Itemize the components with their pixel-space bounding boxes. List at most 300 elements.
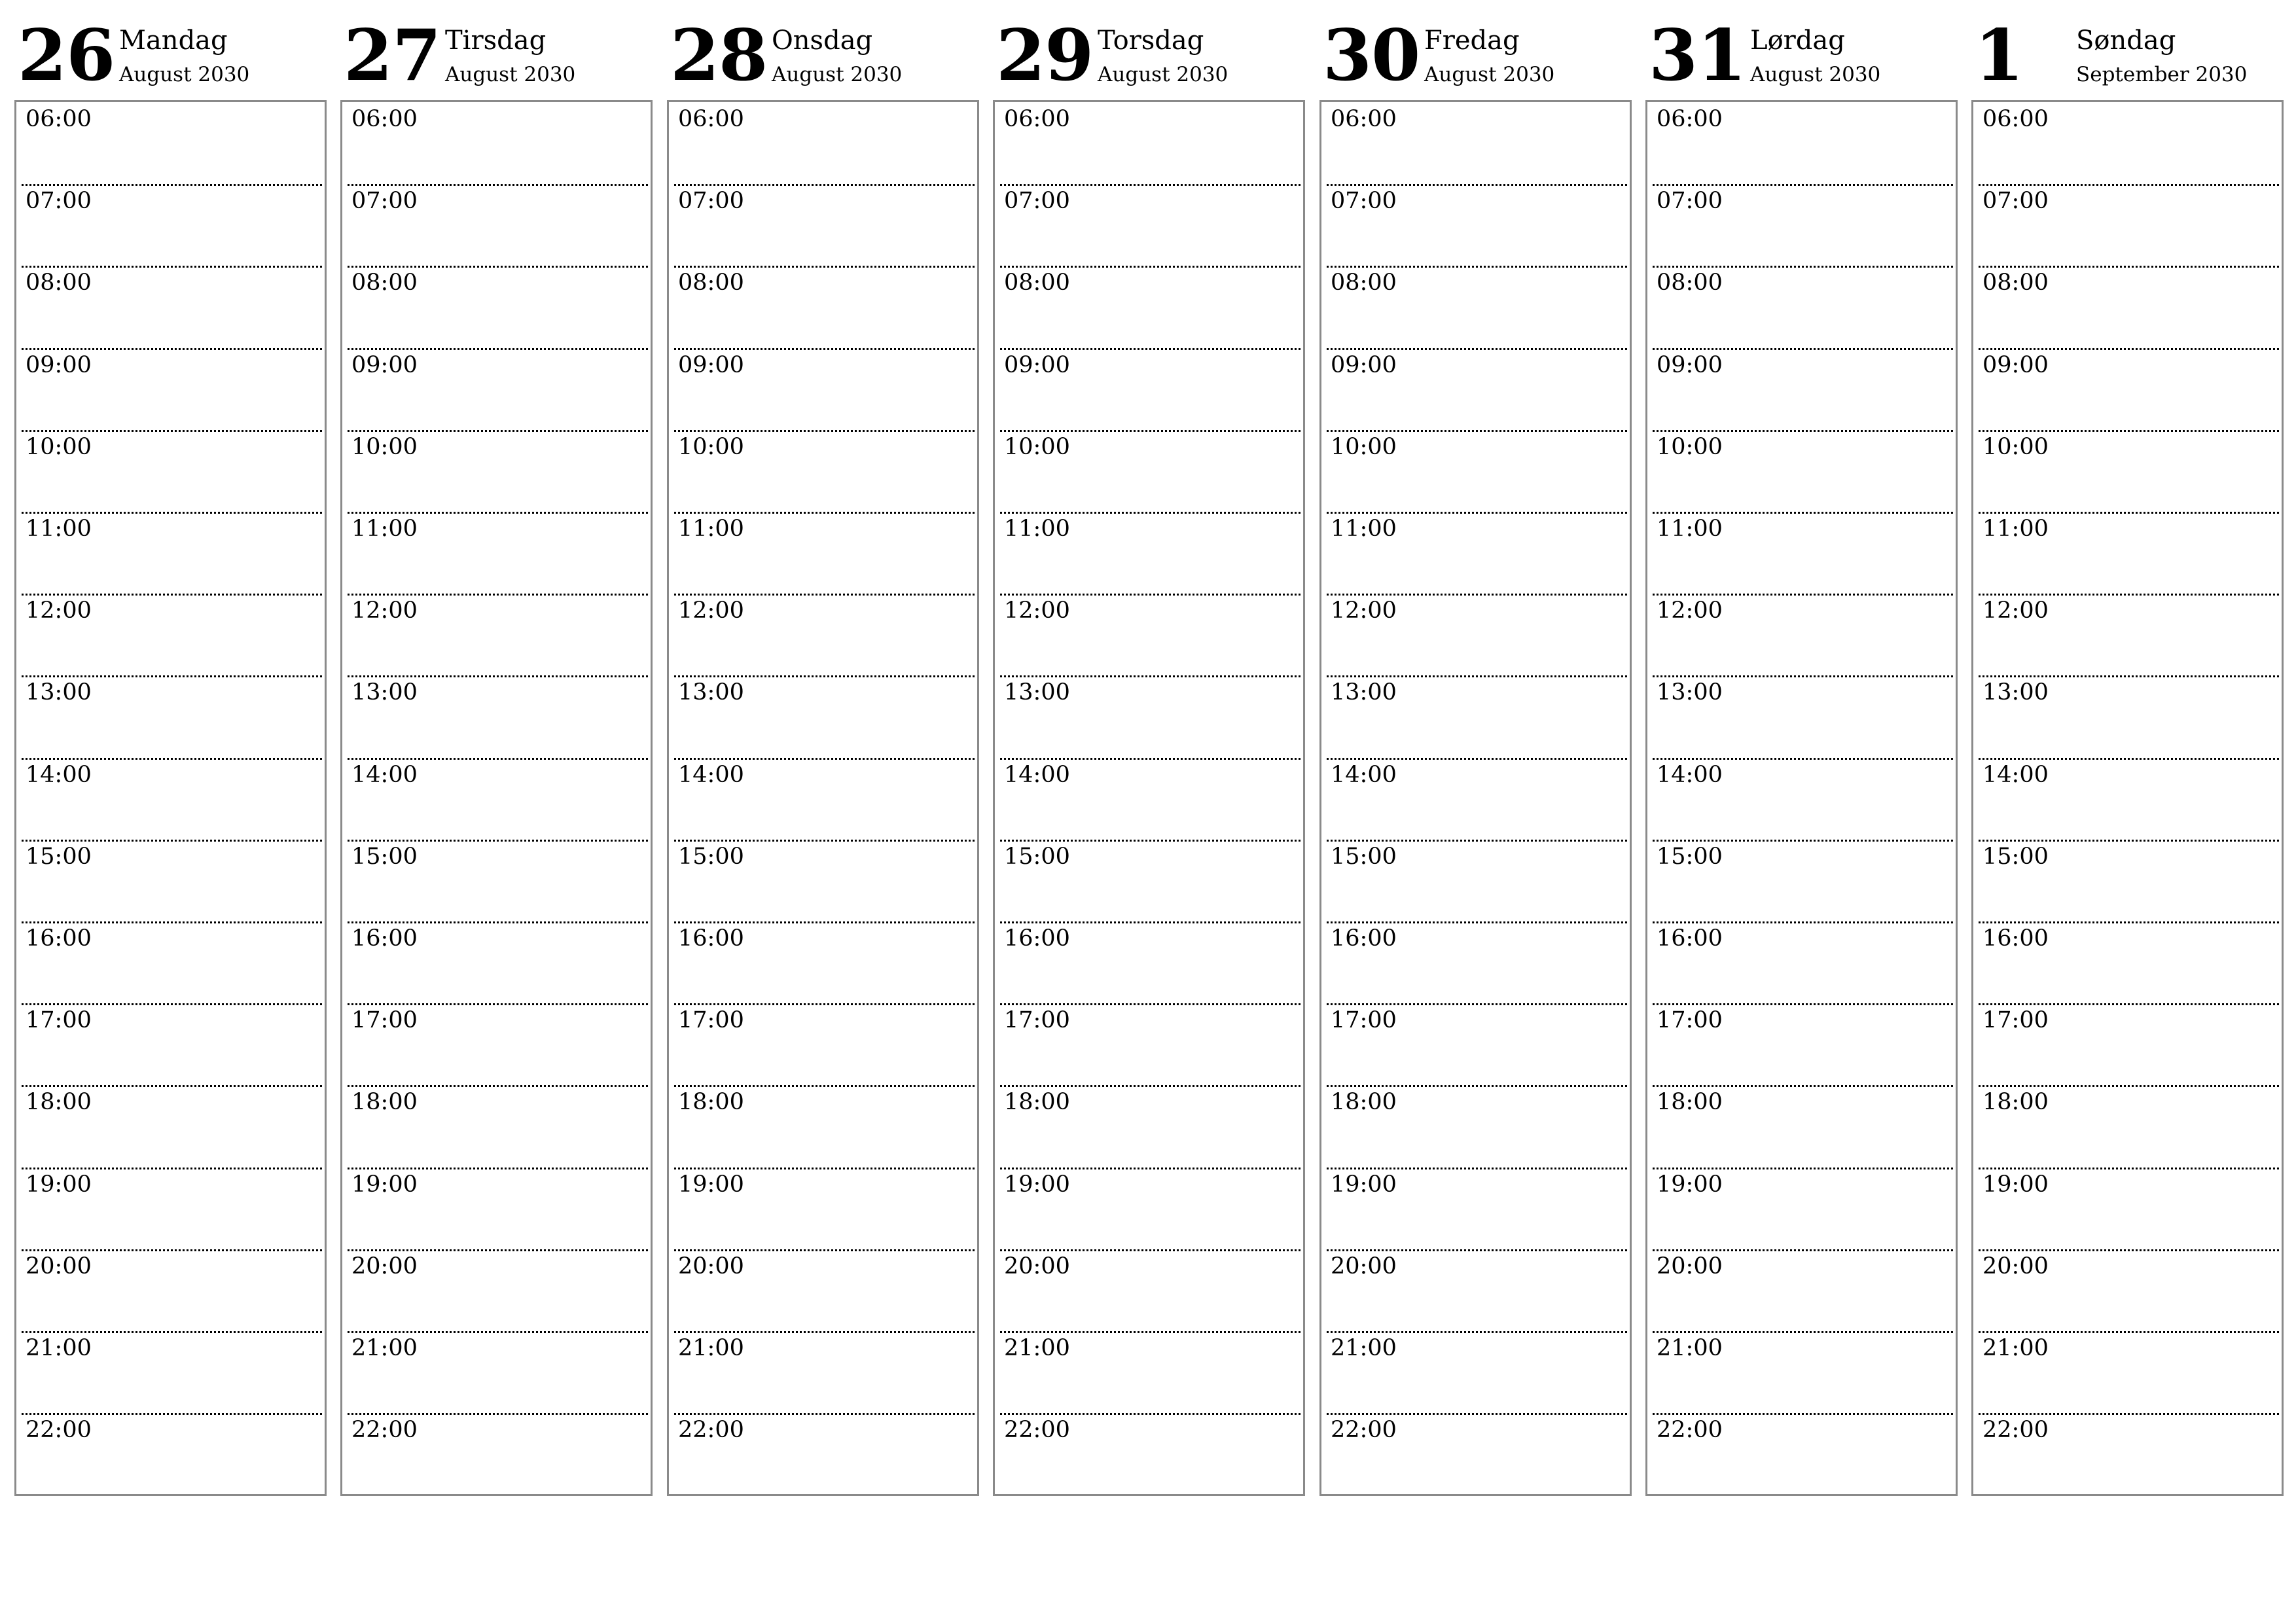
- time-label: 17:00: [1004, 1007, 1070, 1034]
- time-slot[interactable]: [997, 594, 1300, 675]
- time-slot[interactable]: [1324, 1003, 1627, 1085]
- time-slot[interactable]: [672, 184, 975, 266]
- hour-divider: [1000, 758, 1300, 760]
- time-label: 09:00: [1331, 351, 1397, 378]
- time-label: 20:00: [1982, 1253, 2049, 1279]
- hour-divider: [348, 1168, 648, 1169]
- time-label: 17:00: [1331, 1007, 1397, 1034]
- time-label: 19:00: [678, 1171, 744, 1198]
- time-label: 13:00: [26, 679, 92, 706]
- day-header: [14, 0, 327, 98]
- time-label: 08:00: [1331, 270, 1397, 296]
- hour-divider: [22, 348, 322, 350]
- day-name: Søndag: [2076, 26, 2176, 56]
- day-number: 29: [996, 14, 1094, 97]
- time-slot[interactable]: [1976, 1168, 2279, 1249]
- time-slot[interactable]: [1976, 1413, 2279, 1495]
- hour-divider: [1000, 1003, 1300, 1005]
- time-slot[interactable]: [672, 675, 975, 757]
- time-slot[interactable]: [1976, 102, 2279, 184]
- time-slot[interactable]: [19, 758, 322, 840]
- time-slot[interactable]: [345, 430, 648, 512]
- time-label: 13:00: [1331, 679, 1397, 706]
- time-slot[interactable]: [19, 675, 322, 757]
- day-header: [340, 0, 653, 98]
- hour-divider: [674, 675, 975, 677]
- day-schedule-box: [1645, 100, 1958, 1496]
- time-slot[interactable]: [672, 512, 975, 594]
- time-slot[interactable]: [1976, 430, 2279, 512]
- time-label: 06:00: [351, 106, 418, 132]
- time-slot[interactable]: [345, 512, 648, 594]
- time-slot[interactable]: [1324, 348, 1627, 430]
- time-label: 09:00: [1004, 351, 1070, 378]
- time-label: 12:00: [1004, 597, 1070, 624]
- time-label: 22:00: [26, 1417, 92, 1444]
- time-label: 10:00: [1331, 433, 1397, 460]
- month-year: August 2030: [1424, 63, 1555, 86]
- time-slot[interactable]: [1976, 675, 2279, 757]
- hour-divider: [348, 758, 648, 760]
- time-label: 11:00: [1657, 516, 1723, 542]
- time-slot[interactable]: [345, 921, 648, 1003]
- time-slot[interactable]: [1650, 1249, 1953, 1331]
- time-slot[interactable]: [1976, 758, 2279, 840]
- time-slot[interactable]: [19, 840, 322, 921]
- hour-divider: [1653, 266, 1953, 268]
- time-slot[interactable]: [997, 266, 1300, 348]
- month-year: August 2030: [445, 63, 576, 86]
- day-name: Torsdag: [1098, 26, 1204, 56]
- time-label: 20:00: [26, 1253, 92, 1279]
- hour-divider: [22, 1249, 322, 1251]
- time-slot[interactable]: [997, 102, 1300, 184]
- time-slot[interactable]: [345, 1249, 648, 1331]
- time-slot[interactable]: [1324, 102, 1627, 184]
- time-slot[interactable]: [1650, 675, 1953, 757]
- time-label: 16:00: [26, 925, 92, 952]
- hour-divider: [22, 1331, 322, 1333]
- hour-divider: [22, 512, 322, 514]
- hour-divider: [1000, 348, 1300, 350]
- hour-divider: [674, 184, 975, 186]
- hour-divider: [1979, 840, 2279, 842]
- time-slot[interactable]: [1976, 1003, 2279, 1085]
- time-slot[interactable]: [997, 921, 1300, 1003]
- hour-divider: [1000, 840, 1300, 842]
- time-label: 17:00: [351, 1007, 418, 1034]
- time-slot[interactable]: [1650, 184, 1953, 266]
- time-label: 09:00: [351, 351, 418, 378]
- hour-divider: [1327, 675, 1627, 677]
- hour-divider: [1327, 1085, 1627, 1087]
- time-slot[interactable]: [19, 1085, 322, 1167]
- time-slot[interactable]: [1976, 594, 2279, 675]
- time-slot[interactable]: [19, 430, 322, 512]
- time-label: 13:00: [1982, 679, 2049, 706]
- time-slot[interactable]: [1324, 675, 1627, 757]
- day-number: 31: [1649, 14, 1746, 97]
- hour-divider: [1979, 1003, 2279, 1005]
- time-slot[interactable]: [1324, 1331, 1627, 1413]
- time-slot[interactable]: [1976, 921, 2279, 1003]
- time-label: 18:00: [1982, 1089, 2049, 1116]
- hour-divider: [674, 840, 975, 842]
- time-slot[interactable]: [19, 184, 322, 266]
- day-header: [1645, 0, 1958, 98]
- time-slot[interactable]: [997, 840, 1300, 921]
- time-slot[interactable]: [1650, 1003, 1953, 1085]
- hour-divider: [1327, 1249, 1627, 1251]
- time-slot[interactable]: [1324, 1249, 1627, 1331]
- time-slot[interactable]: [19, 348, 322, 430]
- hour-divider: [1000, 1168, 1300, 1169]
- hour-divider: [1000, 266, 1300, 268]
- hour-divider: [1653, 430, 1953, 432]
- time-slot[interactable]: [672, 1085, 975, 1167]
- time-label: 18:00: [678, 1089, 744, 1116]
- time-slot[interactable]: [672, 921, 975, 1003]
- time-slot[interactable]: [1324, 266, 1627, 348]
- time-label: 06:00: [678, 106, 744, 132]
- time-label: 12:00: [351, 597, 418, 624]
- hour-divider: [348, 1003, 648, 1005]
- time-label: 19:00: [26, 1171, 92, 1198]
- time-label: 21:00: [351, 1335, 418, 1361]
- hour-divider: [1979, 348, 2279, 350]
- time-slot[interactable]: [19, 1003, 322, 1085]
- time-slot[interactable]: [1650, 1413, 1953, 1495]
- time-label: 19:00: [351, 1171, 418, 1198]
- time-slot[interactable]: [1324, 921, 1627, 1003]
- time-slot[interactable]: [1650, 1168, 1953, 1249]
- time-label: 08:00: [678, 270, 744, 296]
- time-slot[interactable]: [19, 594, 322, 675]
- hour-divider: [1327, 921, 1627, 923]
- time-label: 14:00: [26, 761, 92, 788]
- time-slot[interactable]: [672, 430, 975, 512]
- hour-divider: [348, 1413, 648, 1415]
- time-slot[interactable]: [1976, 1331, 2279, 1413]
- day-schedule-box: [1319, 100, 1632, 1496]
- time-label: 06:00: [1657, 106, 1723, 132]
- time-slot[interactable]: [1976, 1249, 2279, 1331]
- time-slot[interactable]: [19, 1168, 322, 1249]
- time-label: 12:00: [1982, 597, 2049, 624]
- hour-divider: [1979, 266, 2279, 268]
- time-slot[interactable]: [1324, 430, 1627, 512]
- time-label: 08:00: [1004, 270, 1070, 296]
- hour-divider: [1979, 512, 2279, 514]
- hour-divider: [22, 184, 322, 186]
- time-slot[interactable]: [345, 840, 648, 921]
- time-label: 06:00: [1331, 106, 1397, 132]
- hour-divider: [348, 1249, 648, 1251]
- time-slot[interactable]: [345, 1085, 648, 1167]
- time-label: 21:00: [1331, 1335, 1397, 1361]
- day-header: [993, 0, 1305, 98]
- time-slot[interactable]: [1650, 348, 1953, 430]
- time-slot[interactable]: [672, 758, 975, 840]
- time-label: 20:00: [1004, 1253, 1070, 1279]
- time-slot[interactable]: [1976, 184, 2279, 266]
- hour-divider: [1653, 1249, 1953, 1251]
- time-label: 11:00: [351, 516, 418, 542]
- time-slot[interactable]: [997, 1413, 1300, 1495]
- hour-divider: [1327, 840, 1627, 842]
- time-slot[interactable]: [997, 512, 1300, 594]
- day-schedule-box: [993, 100, 1305, 1496]
- hour-divider: [1327, 512, 1627, 514]
- time-label: 16:00: [1331, 925, 1397, 952]
- time-slot[interactable]: [19, 512, 322, 594]
- time-label: 12:00: [678, 597, 744, 624]
- time-label: 11:00: [1331, 516, 1397, 542]
- hour-divider: [22, 1085, 322, 1087]
- time-label: 17:00: [26, 1007, 92, 1034]
- time-slot[interactable]: [345, 266, 648, 348]
- time-label: 20:00: [678, 1253, 744, 1279]
- time-label: 22:00: [1982, 1417, 2049, 1444]
- time-slot[interactable]: [1650, 430, 1953, 512]
- time-label: 19:00: [1982, 1171, 2049, 1198]
- time-label: 21:00: [678, 1335, 744, 1361]
- month-year: August 2030: [1750, 63, 1881, 86]
- time-slot[interactable]: [19, 1331, 322, 1413]
- time-slot[interactable]: [1324, 594, 1627, 675]
- hour-divider: [1979, 1249, 2279, 1251]
- time-label: 08:00: [26, 270, 92, 296]
- hour-divider: [22, 594, 322, 596]
- time-slot[interactable]: [672, 102, 975, 184]
- time-slot[interactable]: [345, 1413, 648, 1495]
- time-label: 14:00: [1004, 761, 1070, 788]
- hour-divider: [1979, 430, 2279, 432]
- time-label: 18:00: [26, 1089, 92, 1116]
- hour-divider: [1000, 430, 1300, 432]
- time-label: 22:00: [1004, 1417, 1070, 1444]
- hour-divider: [1653, 1413, 1953, 1415]
- time-label: 17:00: [678, 1007, 744, 1034]
- time-slot[interactable]: [345, 1168, 648, 1249]
- time-slot[interactable]: [672, 348, 975, 430]
- time-slot[interactable]: [997, 1331, 1300, 1413]
- time-slot[interactable]: [672, 1331, 975, 1413]
- time-slot[interactable]: [19, 266, 322, 348]
- time-slot[interactable]: [1324, 840, 1627, 921]
- time-label: 07:00: [351, 188, 418, 215]
- hour-divider: [1327, 1413, 1627, 1415]
- time-slot[interactable]: [997, 1249, 1300, 1331]
- time-slot[interactable]: [345, 1003, 648, 1085]
- hour-divider: [1653, 840, 1953, 842]
- time-label: 14:00: [1331, 761, 1397, 788]
- time-label: 15:00: [1982, 843, 2049, 870]
- time-label: 11:00: [1982, 516, 2049, 542]
- hour-divider: [22, 1168, 322, 1169]
- day-name: Lørdag: [1750, 26, 1845, 56]
- hour-divider: [674, 758, 975, 760]
- time-label: 18:00: [1004, 1089, 1070, 1116]
- time-label: 21:00: [26, 1335, 92, 1361]
- hour-divider: [1000, 1413, 1300, 1415]
- time-label: 16:00: [1982, 925, 2049, 952]
- hour-divider: [348, 512, 648, 514]
- time-label: 14:00: [678, 761, 744, 788]
- time-label: 17:00: [1982, 1007, 2049, 1034]
- day-name: Mandag: [119, 26, 228, 56]
- time-slot[interactable]: [672, 1003, 975, 1085]
- time-label: 16:00: [678, 925, 744, 952]
- time-label: 13:00: [1004, 679, 1070, 706]
- hour-divider: [22, 266, 322, 268]
- hour-divider: [1979, 675, 2279, 677]
- hour-divider: [348, 675, 648, 677]
- hour-divider: [1653, 758, 1953, 760]
- hour-divider: [1000, 1085, 1300, 1087]
- time-slot[interactable]: [672, 1168, 975, 1249]
- time-label: 08:00: [351, 270, 418, 296]
- time-label: 21:00: [1982, 1335, 2049, 1361]
- time-slot[interactable]: [345, 102, 648, 184]
- hour-divider: [1979, 594, 2279, 596]
- hour-divider: [1327, 1168, 1627, 1169]
- hour-divider: [1327, 594, 1627, 596]
- time-slot[interactable]: [997, 184, 1300, 266]
- time-slot[interactable]: [19, 1249, 322, 1331]
- time-slot[interactable]: [1650, 266, 1953, 348]
- time-label: 07:00: [1982, 188, 2049, 215]
- time-label: 15:00: [26, 843, 92, 870]
- time-label: 06:00: [26, 106, 92, 132]
- time-label: 07:00: [26, 188, 92, 215]
- time-slot[interactable]: [1650, 758, 1953, 840]
- hour-divider: [1653, 1168, 1953, 1169]
- month-year: August 2030: [1098, 63, 1229, 86]
- hour-divider: [22, 675, 322, 677]
- time-slot[interactable]: [997, 1003, 1300, 1085]
- time-slot[interactable]: [1650, 102, 1953, 184]
- time-label: 09:00: [1982, 351, 2049, 378]
- time-label: 17:00: [1657, 1007, 1723, 1034]
- day-schedule-box: [340, 100, 653, 1496]
- hour-divider: [1000, 921, 1300, 923]
- hour-divider: [674, 921, 975, 923]
- time-slot[interactable]: [997, 430, 1300, 512]
- hour-divider: [1327, 758, 1627, 760]
- time-label: 14:00: [1982, 761, 2049, 788]
- time-slot[interactable]: [1324, 184, 1627, 266]
- time-slot[interactable]: [19, 102, 322, 184]
- time-slot[interactable]: [1650, 512, 1953, 594]
- time-slot[interactable]: [345, 758, 648, 840]
- time-label: 18:00: [1657, 1089, 1723, 1116]
- time-slot[interactable]: [345, 594, 648, 675]
- time-slot[interactable]: [1650, 594, 1953, 675]
- time-slot[interactable]: [672, 1413, 975, 1495]
- hour-divider: [1653, 1331, 1953, 1333]
- time-slot[interactable]: [345, 1331, 648, 1413]
- hour-divider: [22, 1003, 322, 1005]
- time-slot[interactable]: [672, 840, 975, 921]
- time-label: 15:00: [678, 843, 744, 870]
- time-slot[interactable]: [1324, 1413, 1627, 1495]
- hour-divider: [348, 266, 648, 268]
- hour-divider: [1327, 1003, 1627, 1005]
- time-slot[interactable]: [997, 758, 1300, 840]
- time-slot[interactable]: [672, 1249, 975, 1331]
- time-slot[interactable]: [1650, 921, 1953, 1003]
- time-slot[interactable]: [345, 348, 648, 430]
- time-slot[interactable]: [1324, 1168, 1627, 1249]
- time-slot[interactable]: [1650, 840, 1953, 921]
- hour-divider: [1000, 184, 1300, 186]
- hour-divider: [674, 1249, 975, 1251]
- hour-divider: [348, 430, 648, 432]
- time-label: 20:00: [1657, 1253, 1723, 1279]
- month-year: September 2030: [2076, 63, 2248, 86]
- hour-divider: [348, 184, 648, 186]
- hour-divider: [1327, 184, 1627, 186]
- hour-divider: [1979, 921, 2279, 923]
- time-slot[interactable]: [672, 594, 975, 675]
- hour-divider: [348, 921, 648, 923]
- time-slot[interactable]: [1976, 1085, 2279, 1167]
- hour-divider: [1327, 266, 1627, 268]
- time-label: 13:00: [1657, 679, 1723, 706]
- time-label: 09:00: [1657, 351, 1723, 378]
- time-label: 12:00: [26, 597, 92, 624]
- hour-divider: [1327, 348, 1627, 350]
- day-number: 27: [344, 14, 441, 97]
- time-label: 07:00: [678, 188, 744, 215]
- time-slot[interactable]: [19, 1413, 322, 1495]
- time-slot[interactable]: [345, 184, 648, 266]
- time-slot[interactable]: [1976, 840, 2279, 921]
- time-label: 19:00: [1004, 1171, 1070, 1198]
- time-label: 14:00: [351, 761, 418, 788]
- time-slot[interactable]: [1976, 512, 2279, 594]
- time-slot[interactable]: [997, 675, 1300, 757]
- time-label: 21:00: [1004, 1335, 1070, 1361]
- time-label: 20:00: [351, 1253, 418, 1279]
- time-label: 10:00: [26, 433, 92, 460]
- time-slot[interactable]: [997, 1085, 1300, 1167]
- time-slot[interactable]: [1976, 348, 2279, 430]
- day-name: Fredag: [1424, 26, 1520, 56]
- time-slot[interactable]: [672, 266, 975, 348]
- hour-divider: [674, 1413, 975, 1415]
- hour-divider: [1979, 1168, 2279, 1169]
- time-slot[interactable]: [1650, 1331, 1953, 1413]
- time-slot[interactable]: [1650, 1085, 1953, 1167]
- hour-divider: [674, 594, 975, 596]
- time-label: 11:00: [26, 516, 92, 542]
- time-label: 12:00: [1657, 597, 1723, 624]
- time-slot[interactable]: [1324, 758, 1627, 840]
- time-slot[interactable]: [1324, 512, 1627, 594]
- time-label: 10:00: [1657, 433, 1723, 460]
- time-slot[interactable]: [345, 675, 648, 757]
- time-slot[interactable]: [1976, 266, 2279, 348]
- time-slot[interactable]: [997, 1168, 1300, 1249]
- time-slot[interactable]: [19, 921, 322, 1003]
- time-slot[interactable]: [1324, 1085, 1627, 1167]
- day-schedule-box: [14, 100, 327, 1496]
- time-label: 08:00: [1657, 270, 1723, 296]
- time-label: 14:00: [1657, 761, 1723, 788]
- time-slot[interactable]: [997, 348, 1300, 430]
